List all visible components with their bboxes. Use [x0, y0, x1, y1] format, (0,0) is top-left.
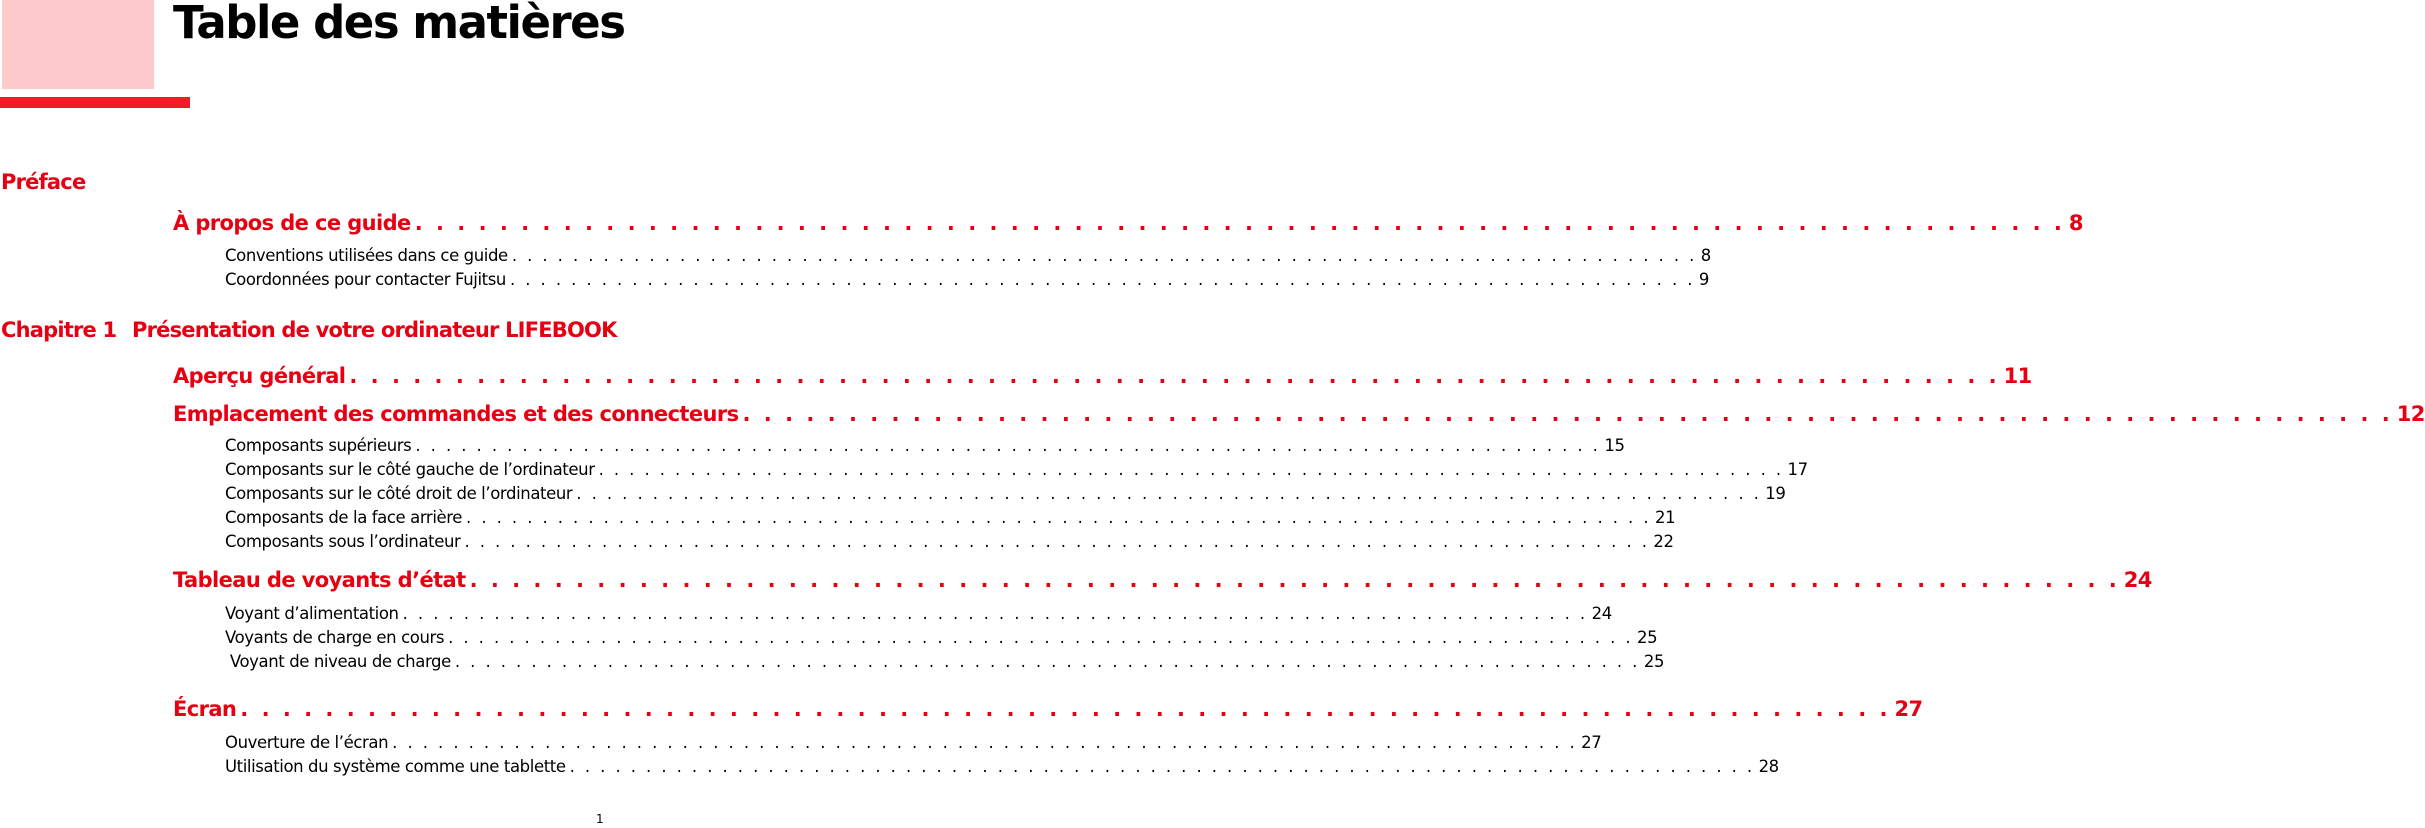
toc-entry-level2[interactable] — [225, 757, 1779, 776]
decorative-pink-block — [2, 0, 154, 89]
toc-entry-page: 28 — [1758, 757, 1779, 776]
dot-leader: . . . . . . . . . . . . . . . . . . . . . . . . . . . . . . . . . . . . . . . . . . . . . . . . . . . . . . . . . . . . . . . . . . . . . . . . . . . . . . — [511, 246, 1697, 265]
dot-leader: . . . . . . . . . . . . . . . . . . . . . . . . . . . . . . . . . . . . . . . . . . . . . . . . . . . . . . . . . . . . . . . . . . . . . . . . . . . . . . — [598, 460, 1784, 479]
toc-entry-level1[interactable] — [173, 697, 1923, 721]
toc-entry-title: Voyants de charge en cours — [225, 628, 445, 647]
toc-entry-title: Composants sur le côté gauche de l’ordinateur — [225, 460, 595, 479]
toc-entry-page: 25 — [1637, 628, 1658, 647]
dot-leader: . . . . . . . . . . . . . . . . . . . . . . . . . . . . . . . . . . . . . . . . . . . . . . . . . . . . . . . . . . . . . . . . . . . . . . . . . . . . . . — [569, 757, 1755, 776]
dot-leader: . . . . . . . . . . . . . . . . . . . . . . . . . . . . . . . . . . . . . . . . . . . . . . . . . . . . . . . . . . . . . . . . . . . . . . . . . . . . . . — [466, 508, 1651, 527]
dot-leader: . . . . . . . . . . . . . . . . . . . . . . . . . . . . . . . . . . . . . . . . . . . . . . . . . . . . . . . . . . . . . . . . . . . . . . . . . . . . . . — [576, 484, 1762, 503]
toc-entry-level1[interactable] — [173, 211, 2083, 235]
dot-leader: . . . . . . . . . . . . . . . . . . . . . . . . . . . . . . . . . . . . . . . . . . . . . . . . . . . . . . . . . . . . . . . . . . . . . . . . . . . . . . — [454, 652, 1640, 671]
toc-entry-title: Voyant d’alimentation — [225, 604, 399, 623]
toc-entry-level2[interactable] — [225, 246, 1711, 265]
toc-entry-title: Coordonnées pour contacter Fujitsu — [225, 270, 506, 289]
toc-entry-level2[interactable] — [225, 604, 1612, 623]
toc-entry-title: Composants supérieurs — [225, 436, 412, 455]
toc-entry-page: 17 — [1787, 460, 1808, 479]
toc-entry-page: 25 — [1643, 652, 1665, 671]
dot-leader: . . . . . . . . . . . . . . . . . . . . . . . . . . . . . . . . . . . . . . . . . . . . . . . . . . . . . . . . . . . . . . . . . . . . . . . . . . . . . . — [402, 604, 1588, 623]
toc-entry-page: 27 — [1581, 733, 1602, 752]
toc-entry-level2[interactable] — [225, 652, 1665, 671]
dot-leader: . . . . . . . . . . . . . . . . . . . . . . . . . . . . . . . . . . . . . . . . . . . . . . . . . . . . . . . . . . . . . . . . . . . . . . . . . . . . . . — [415, 436, 1601, 455]
chapter-title: Présentation de votre ordinateur LIFEBOOK — [132, 318, 617, 342]
toc-entry-title: Composants sur le côté droit de l’ordinateur — [225, 484, 573, 503]
toc-entry-level1[interactable] — [173, 402, 2425, 426]
toc-entry-level2[interactable] — [225, 733, 1602, 752]
toc-entry-level2[interactable] — [225, 460, 1808, 479]
toc-entry-page: 21 — [1655, 508, 1676, 527]
toc-entry-title: Tableau de voyants d’état — [173, 568, 466, 592]
toc-entry-level1[interactable] — [173, 364, 2032, 388]
toc-entry-title: Composants de la face arrière — [225, 508, 463, 527]
toc-entry-title: Aperçu général — [173, 364, 346, 388]
toc-entry-page: 8 — [2068, 211, 2083, 235]
dot-leader: . . . . . . . . . . . . . . . . . . . . . . . . . . . . . . . . . . . . . . . . . . . . . . . . . . . . . . . . . . . . . . . . . . . . . . . . . . . . . . — [742, 402, 2393, 426]
dot-leader: . . . . . . . . . . . . . . . . . . . . . . . . . . . . . . . . . . . . . . . . . . . . . . . . . . . . . . . . . . . . . . . . . . . . . . . . . . . . . . — [509, 270, 1695, 289]
toc-entry-page: 11 — [2003, 364, 2032, 388]
toc-entry-level2[interactable] — [225, 532, 1674, 551]
toc-entry-title: Utilisation du système comme une tablette — [225, 757, 566, 776]
toc-entry-page: 22 — [1653, 532, 1674, 551]
dot-leader: . . . . . . . . . . . . . . . . . . . . . . . . . . . . . . . . . . . . . . . . . . . . . . . . . . . . . . . . . . . . . . . . . . . . . . . . . . . . . . — [464, 532, 1650, 551]
toc-entry-title: Ouverture de l’écran — [225, 733, 389, 752]
dot-leader: . . . . . . . . . . . . . . . . . . . . . . . . . . . . . . . . . . . . . . . . . . . . . . . . . . . . . . . . . . . . . . . . . . . . . . . . . . . . . . — [469, 568, 2120, 592]
dot-leader: . . . . . . . . . . . . . . . . . . . . . . . . . . . . . . . . . . . . . . . . . . . . . . . . . . . . . . . . . . . . . . . . . . . . . . . . . . . . . . — [349, 364, 2000, 388]
page-number: 1 — [596, 812, 604, 826]
section-heading-chapter-1 — [1, 318, 617, 342]
toc-entry-title: Composants sous l’ordinateur — [225, 532, 461, 551]
toc-entry-level2[interactable] — [225, 484, 1786, 503]
toc-entry-level2[interactable] — [225, 270, 1710, 289]
decorative-red-bar — [0, 97, 190, 108]
page-title: Table des matières — [173, 0, 625, 49]
toc-entry-page: 15 — [1604, 436, 1625, 455]
toc-entry-level2[interactable] — [225, 508, 1676, 527]
toc-entry-title: À propos de ce guide — [173, 211, 411, 235]
toc-entry-title: Conventions utilisées dans ce guide — [225, 246, 508, 265]
toc-entry-page: 19 — [1765, 484, 1786, 503]
section-heading-preface: Préface — [1, 170, 86, 194]
dot-leader: . . . . . . . . . . . . . . . . . . . . . . . . . . . . . . . . . . . . . . . . . . . . . . . . . . . . . . . . . . . . . . . . . . . . . . . . . . . . . . — [414, 211, 2065, 235]
toc-entry-page: 27 — [1894, 697, 1923, 721]
toc-entry-page: 24 — [1591, 604, 1612, 623]
toc-entry-level2[interactable] — [225, 628, 1658, 647]
toc-entry-title: Voyant de niveau de charge — [225, 652, 451, 671]
chapter-number: Chapitre 1 — [1, 318, 117, 342]
toc-entry-level2[interactable] — [225, 436, 1625, 455]
toc-entry-page: 12 — [2396, 402, 2425, 426]
dot-leader: . . . . . . . . . . . . . . . . . . . . . . . . . . . . . . . . . . . . . . . . . . . . . . . . . . . . . . . . . . . . . . . . . . . . . . . . . . . . . . — [392, 733, 1578, 752]
toc-entry-page: 9 — [1698, 270, 1710, 289]
dot-leader: . . . . . . . . . . . . . . . . . . . . . . . . . . . . . . . . . . . . . . . . . . . . . . . . . . . . . . . . . . . . . . . . . . . . . . . . . . . . . . — [448, 628, 1634, 647]
toc-entry-page: 24 — [2123, 568, 2152, 592]
toc-entry-title: Emplacement des commandes et des connecteurs — [173, 402, 739, 426]
toc-entry-level1[interactable] — [173, 568, 2152, 592]
toc-entry-page: 8 — [1700, 246, 1711, 265]
toc-entry-title: Écran — [173, 697, 237, 721]
dot-leader: . . . . . . . . . . . . . . . . . . . . . . . . . . . . . . . . . . . . . . . . . . . . . . . . . . . . . . . . . . . . . . . . . . . . . . . . . . . . . . — [240, 697, 1891, 721]
